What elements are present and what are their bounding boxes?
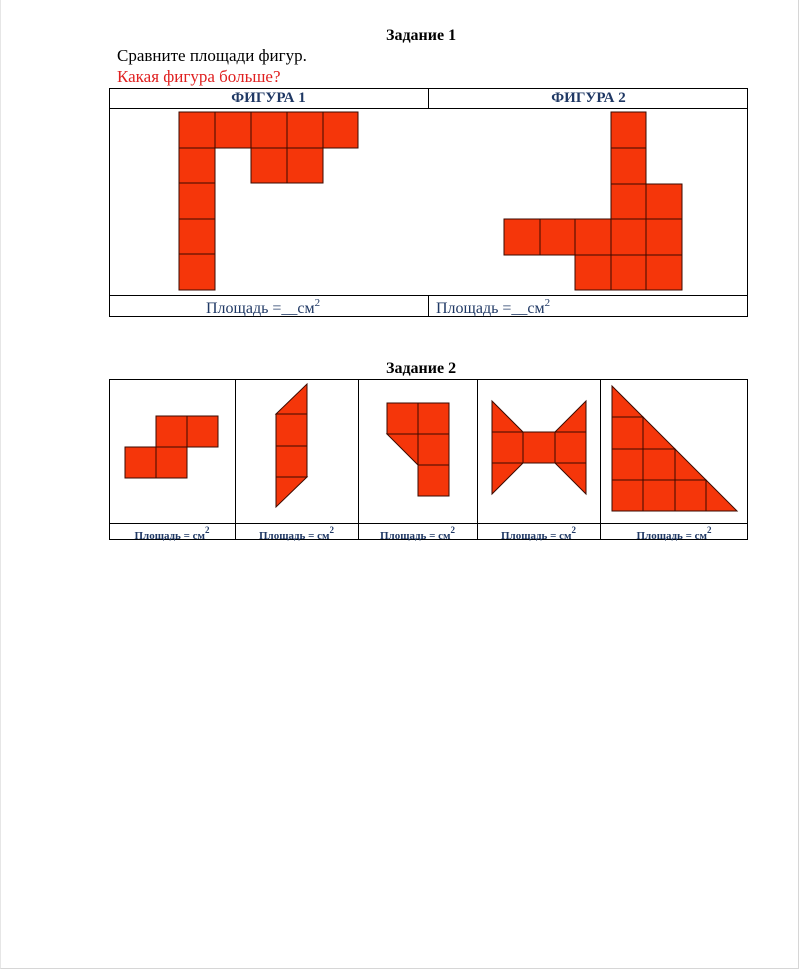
figure2-area-label: Площадь $=\_\_см^2$ (436, 297, 551, 317)
figure1-shape (179, 112, 358, 290)
task2-shape1 (125, 416, 218, 478)
task1-instruction: Сравните площади фигур. (117, 46, 307, 65)
task1-title: Задание 1 (386, 27, 457, 44)
figure2-shape (504, 112, 682, 290)
task2-shape4 (492, 401, 586, 494)
shape3-area-label: Площадь = $см^2$ (379, 525, 456, 542)
shape2-area-label: Площадь = $см^2$ (258, 525, 335, 542)
shape1-area-label: Площадь = $см^2$ (134, 525, 210, 542)
task2-shape5 (612, 386, 737, 511)
shape4-area-label: Площадь = $см^2$ (500, 525, 577, 542)
figure2-header: ФИГУРА 2 (551, 90, 626, 106)
figure1-header: ФИГУРА 1 (231, 90, 306, 106)
task2-shape2 (276, 384, 307, 507)
figure1-area-label: Площадь $=\_\_см^2$ (206, 297, 321, 317)
task2-title: Задание 2 (386, 360, 457, 377)
task1-question: Какая фигура больше? (117, 67, 281, 86)
task2-shape3 (387, 403, 449, 496)
shape5-area-label: Площадь = $см^2$ (636, 525, 712, 542)
figures-canvas (1, 0, 799, 970)
